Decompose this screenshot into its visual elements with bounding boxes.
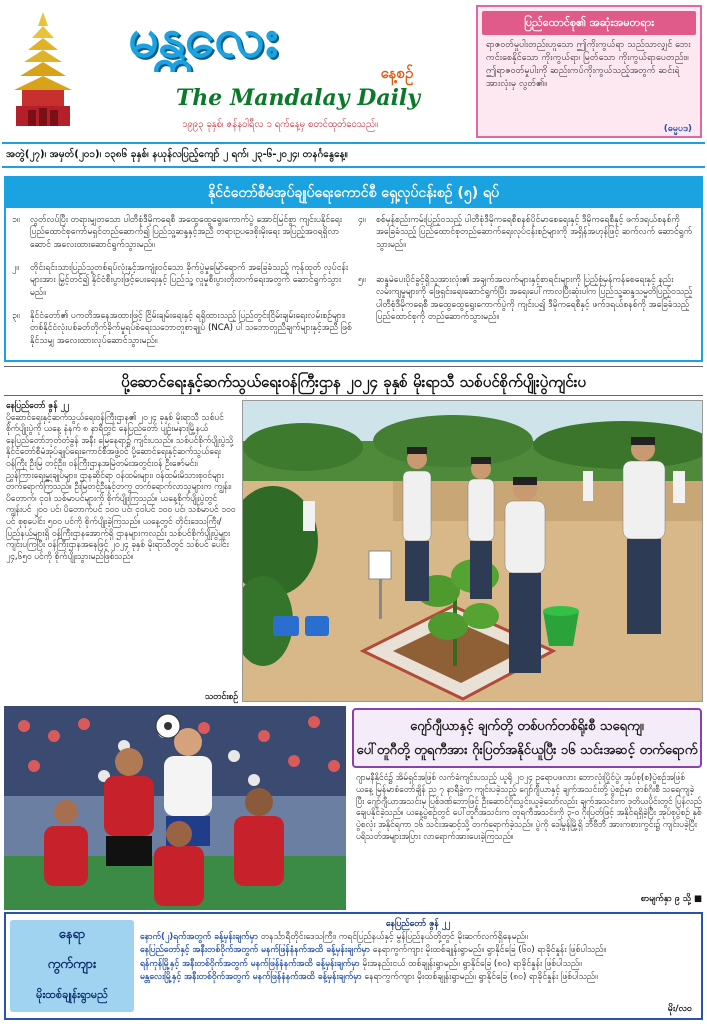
masthead-english-title: The Mandalay Daily bbox=[175, 85, 421, 111]
objective-number: ၅။ bbox=[358, 275, 366, 285]
weather-label-line3: မိုးထစ်ချုန်းရွာမည် bbox=[36, 988, 108, 1001]
football-photo bbox=[4, 706, 346, 910]
football-match-illustration bbox=[4, 706, 346, 910]
main-headline: ပို့ဆောင်ရေးနှင့်ဆက်သွယ်ရေးဝန်ကြီးဌာန ၂၀၂၄ ခုနှစ် မိုးရာသီ သစ်ပင်စိုက်ပျိုးပွဲကျင်းပ bbox=[4, 366, 703, 396]
weather-label-line1: နေရာ bbox=[58, 927, 86, 942]
weather-line-text: မိုးအနည်းငယ် ထစ်ချုန်းရွာမည်။ ရွာနိုင်ခြေ (၈၀) ရာခိုင်နှုန်း ဖြစ်ပါသည်။ bbox=[359, 958, 582, 969]
weather-line bbox=[140, 931, 696, 944]
masthead-title: မန္တလေး bbox=[128, 5, 278, 69]
football-article-continuation: စာမျက်နှာ ၉ သို့ ■ bbox=[640, 894, 702, 904]
weather-line-text: နေရာကွက်ကျား မိုးထစ်ချုန်းရွာမည်။ ရွာနိုင်ခြေ (၆၀) ရာခိုင်နှုန်း ဖြစ်ပါသည်။ bbox=[370, 945, 607, 956]
football-headline-line1: ဂျော်ဂျီယာနှင့် ချက်တို့ တစ်ပက်တစ်ရိုးစီ သရေကျ၊ bbox=[410, 719, 644, 734]
peoples-desire-source: (ဓမ္မပဒ) bbox=[663, 124, 692, 134]
main-article-body bbox=[6, 400, 238, 690]
objective-text: လွတ်လပ်ပြီး တရားမျှတသော ပါတီစုံဒီမိုကရေစီ အထွေထွေရွေးကောက်ပွဲ အောင်မြင်စွာ ကျင်းပနိုင်ရေး ပြည်ထောင်စုကော်မရှင်တည်ဆောက်၍ ပြည်သူ့ဆန္ဒနှင့်အညီ တရားဥပဒေစိုးမိုးရေး အပြည့်အဝရရှိလာ ဆောင် အလေးထားဆောင်ရွက်သွားမည်။ bbox=[30, 215, 342, 250]
objective-item-3 bbox=[12, 310, 354, 359]
peoples-desire-text: ရာဇဝတ်မှုပါးတည်းဟူသော ဤကိုးကွယ်ရာ သည်သာလျှင် ဘေးကင်းစေနိုင်သော ကိုးကွယ်ရာ၊ မြတ်သော ကိုးကွယ်ရာပေတည်း။ ဤရာဇဝတ်မှုပါးကို ဆည်းကပ်ကိုးကွယ်သည့်အတွက် ဆင်းရဲအားလုံးမှ လွတ်၏။ bbox=[486, 40, 691, 89]
tree-planting-photo bbox=[242, 400, 703, 702]
weather-line-lead: ရန်ကုန်မြို့နှင့် အနီးတစ်ဝိုက်အတွက် မနက်ဖြန်နံနက်အထိ ခန့်မှန်းချက်မှာ bbox=[140, 958, 360, 969]
objectives-left-column bbox=[12, 214, 354, 359]
weather-label-line2: ကွက်ကျား bbox=[47, 957, 97, 972]
weather-dateline: နေပြည်တော် ဇွန် ၂၂ bbox=[385, 919, 451, 929]
weather-line bbox=[140, 944, 696, 957]
peoples-desire-box bbox=[476, 5, 702, 138]
main-article-text: ပို့ဆောင်ရေးနှင့်ဆက်သွယ်ရေးဝန်ကြီးဌာန၏ ၂၀၂၄ ခုနှစ် မိုးရာသီ သစ်ပင်စိုက်ပျိုးပွဲကို ယနေ့ နံနက် ၈ နာရီတွင် နေပြည်တော် ပျဉ်းမနားမြို့နယ် နေပြည်တော်ဘုတ်တံခွန် အနီး မြေနေရာ၌ ကျင်းပသည်။ သစ်ပင်စိုက်ပျိုးပွဲသို့ နိုင်ငံတော်စီမံအုပ်ချုပ်ရေးကောင်စီအဖွဲ့ဝင် ပို့ဆောင်ရေးနှင့်ဆက်သွယ်ရေးဝန်ကြီး ဦးမြ တင့်ဦး၊ ဝန်ကြီးဌာနအမြဲတမ်းအတွင်းဝန် ဦးဇော်မင်း၊ ညွှန်ကြားရေးမှူးချုပ်များ၊ ဌာနဆိုင်ရာ ဝန်ထမ်းများ၊ ဝန်ထမ်းမိသားစုဝင်များ တက်ရောက်ကြသည်။ ဦးမြတင့်ဦးနှင့်တကွ တက်ရောက်လာသူများက ကျွန်း၊ ပိတောက်၊ ငုဝါ၊ သစ်မာပင်များကို စိုက်ပျိုးကြသည်။ ယနေ့စိုက်ပျိုးပွဲတွင် ကျွန်းပင် ၂၀၀ ပင်၊ ပိတောက်ပင် ၁၀၀ ပင်၊ ငုဝါပင် ၁၀၀ ပင်၊ သစ်မာပင် ၁၀၀ ပင် စုစုပေါင်း ၅၀၀ ပင်ကို စိုက်ပျိုးခဲ့ကြသည်။ ယနေ့တွင် တိုင်းဒေသကြီး/ပြည်နယ်များရှိ ဝန်ကြီးဌာနအောက်ရှိ ဌာနများကလည်း သစ်ပင်စိုက်ပျိုးပွဲများ ကျင်းပကြပြီး ဝန်ကြီးဌာနအနေဖြင့် ၂၀၂၄ ခုနှစ် မိုးရာသီတွင် သစ်ပင် ပေါင်း ၂၄,၆၅၀ ပင်ကို စိုက်ပျိုးသွားမည်ဖြစ်သည်။ bbox=[6, 411, 236, 561]
weather-box bbox=[4, 912, 703, 1020]
objective-text: နိုင်ငံတော်၏ ပကတိအနေအထားဖြင့် ငြိမ်းချမ်းရေးနှင့် ရရှိထားသည့် ပြည်တွင်းငြိမ်းချမ်းရေးလမ်းစဉ်များ၊ တစ်နိုင်ငံလုံးပစ်ခတ်တိုက်ခိုက်မှုရပ်စဲရေးသဘောတူစာချုပ် (NCA) ပါ သဘောတူညီချက်များနှင့်အညီ ဖြစ်နိုင်သမျှ အလေးထားလုပ်ဆောင်သွားမည်။ bbox=[30, 311, 352, 346]
weather-line-text: တနင်္သာရီတိုင်းဒေသကြီး၊ ကရင်ပြည်နယ်နှင့် မွန်ပြည်နယ်တို့တွင် မိုးဆက်လက်ရှိနေမည်။ bbox=[258, 932, 528, 943]
issue-bar bbox=[2, 142, 705, 168]
palace-logo-icon bbox=[8, 10, 78, 130]
peoples-desire-heading: ပြည်ထောင်စု၏ အဆုံးအမတရား bbox=[482, 11, 696, 35]
football-headline-line2: ပေါ်တူဂီတို့ တူရကီအား ဂိုးပြတ်အနိုင်ယူပြီး ၁၆ သင်းအဆင့် တက်ရောက် bbox=[356, 743, 698, 758]
objective-number: ၄။ bbox=[358, 215, 366, 225]
objective-text: တိုင်းရင်းသားပြည်သူတစ်ရပ်လုံးနှင့်အကျုံးဝင်သော ခိုက်ပွဲမှုမြော်ရောက် အခြေခံသည့် ကုန်ထုတ် လုပ်ငန်းများအား မြှင့်တင်၍ နိုင်ငံစီးပွားဖြင့်ပေးရေးနှင့် ပြည်သူ့ လူမှုစီးပွားတိုးတက်ရေးအတွက် ဆောင်ရွက်သွားမည်။ bbox=[30, 263, 349, 298]
masthead-subtitle: နေ့စဉ် bbox=[380, 64, 414, 82]
issue-line: အတွဲ(၂၇)၊ အမှတ်(၂၀၁)၊ ၁၃၈၆ ခုနှစ်၊ နယုန်လပြည့်ကျော် ၂ ရက်၊ ၂၃-၆-၂၀၂၄၊ တနင်္ဂနွေနေ့။ bbox=[6, 149, 348, 160]
objective-number: ၃။ bbox=[12, 311, 20, 321]
objective-item-2 bbox=[12, 262, 354, 306]
weather-line bbox=[140, 971, 696, 984]
weather-line-lead: နေပြည်တော်နှင့် အနီးတစ်ဝိုက်အတွက် မနက်ဖြန်နံနက်အထိ ခန့်မှန်းချက်မှာ bbox=[140, 945, 371, 956]
weather-line bbox=[140, 958, 696, 971]
weather-label bbox=[10, 920, 134, 1012]
objective-item-4 bbox=[358, 214, 696, 270]
objective-item-5 bbox=[358, 274, 696, 359]
football-article-body: ဂျာမနီနိုင်ငံ၌ အိမ်ရှင်အဖြစ် လက်ခံကျင်းပသည့် ယူရို ၂၀၂၄ ဥရောပဖလား ဘောလုံးပြိုင်ပွဲ၊ အုပ်စု(စ)ပွဲစဉ်အဖြစ် ယနေ့ မြန်မာစံတော်ချိန် ည ၇ နာရီခွဲက ကျင်းပခဲ့သည့် ဂျော်ဂျီယာနှင့် ချက်အသင်းတို့ ပွဲစဉ်မှာ တစ်ဂိုးစီ သရေကျခဲ့ပြီး ဂျော်ဂျီယာအသင်းမှ ပြစ်ဒဏ်ဘောဖြင့် ဦးဆောင်ဂိုးသွင်းယူခဲ့သော်လည်း ချက်အသင်းက ဒုတိယပိုင်းတွင် ပြန်လည်ချေပနိုင်ခဲ့သည်။ ယနေ့ပွဲစဉ်တွင် ပေါ်တူဂီအသင်းက တူရကီအသင်းကို ၃-၀ ဂိုးပြတ်ဖြင့် အနိုင်ရရှိခဲ့ပြီး အုပ်စုပွဲစဉ် နှစ်ပွဲစလုံး အနိုင်ရကာ ၁၆ သင်းအဆင့်သို့ တက်ရောက်ခဲ့သည်။ ပွဲကို ဒေါ့မွန်မြို့ရှိ ဘီဗီဘီ အားကစားကွင်း၌ ကျင်းပခဲ့ပြီး ပရိသတ်အများအပြား လာရောက်အားပေးခဲ့ကြသည်။ bbox=[356, 772, 702, 841]
objectives-heading: နိုင်ငံတော်စီမံအုပ်ချုပ်ရေးကောင်စီ ရှေ့လုပ်ငန်းစဉ် (၅) ရပ် bbox=[6, 178, 701, 208]
weather-content bbox=[140, 918, 696, 1016]
objectives-box bbox=[4, 176, 703, 362]
main-article-dateline: နေပြည်တော် ဇွန် ၂၂ bbox=[6, 400, 69, 410]
weather-line-text: နေရာကွက်ကျား မိုးထစ်ချုန်းရွာမည်။ ရွာနိုင်ခြေ (၈၀) ရာခိုင်နှုန်း ဖြစ်ပါသည်။ bbox=[361, 971, 598, 982]
weather-line-lead: မန္တလေးမြို့နှင့် အနီးတစ်ဝိုက်အတွက် မနက်ဖြန်နံနက်အထိ ခန့်မှန်းချက်မှာ bbox=[140, 971, 362, 982]
main-article-credit: သတင်းစဉ် bbox=[204, 692, 238, 702]
masthead bbox=[0, 0, 470, 140]
masthead-slogan: ၁၉၉၃ ခုနှစ်၊ ဇန်နဝါရီလ ၁ ရက်နေ့မှ စတင်ထုတ်ဝေသည်။ bbox=[181, 119, 379, 130]
objective-number: ၂။ bbox=[12, 263, 19, 273]
objective-number: ၁။ bbox=[12, 215, 20, 225]
objective-text: စစ်မှန်စည်းကမ်းပြည့်ဝသည့် ပါတီစုံဒီမိုကရေစီစနစ်ပိုင်မာစေရေးနှင့် ဒီမိုကရေစီနှင့် ဖက်ဒရယ်စနစ်ကို အခြေခံသည့် ပြည်ထောင်စုတည်ဆောက်ရေးလုပ်ငန်းစဉ်များကို အရှိန်အဟုန်ဖြင့် ဆက်လက် ဆောင်ရွက်သွားမည်။ bbox=[376, 215, 693, 250]
weather-line-lead: နောက်(၂)ရက်အတွက် ခန့်မှန်းချက်မှာ bbox=[140, 932, 259, 943]
objectives-right-column bbox=[358, 214, 696, 359]
objective-text: ဆန္ဒမဲပေးပိုင်ခွင့်ရှိသူအားလုံး၏ အချက်အလက်များနှင့်စာရင်းများကို ပြည့်စုံမှန်ကန်စေရေးနှင့် နည်းလမ်းကျမှုများကို ဖြေရှင်းရေးဆောင်ရွက်ပြီး အရေးပေါ်ကာလပြီးဆုံးပါက ပြည်သူ့ဆန္ဒသမ္မတိပြည့်ဝသည့် ပါတီစုံဒီမိုကရေစီ အထွေထွေရွေးကောက်ပွဲကို ကျင်းပ၍ ဒီမိုကရေစီနှင့် ဖက်ဒရယ်စနစ်ကို အခြေခံသည့် ပြည်ထောင်စုကို တည်ဆောက်သွားမည်။ bbox=[376, 275, 693, 323]
football-headline-box bbox=[352, 708, 702, 768]
weather-code: မိုး/လ၀ bbox=[667, 1003, 692, 1014]
tree-planting-illustration bbox=[243, 401, 703, 702]
objective-item-1 bbox=[12, 214, 354, 258]
